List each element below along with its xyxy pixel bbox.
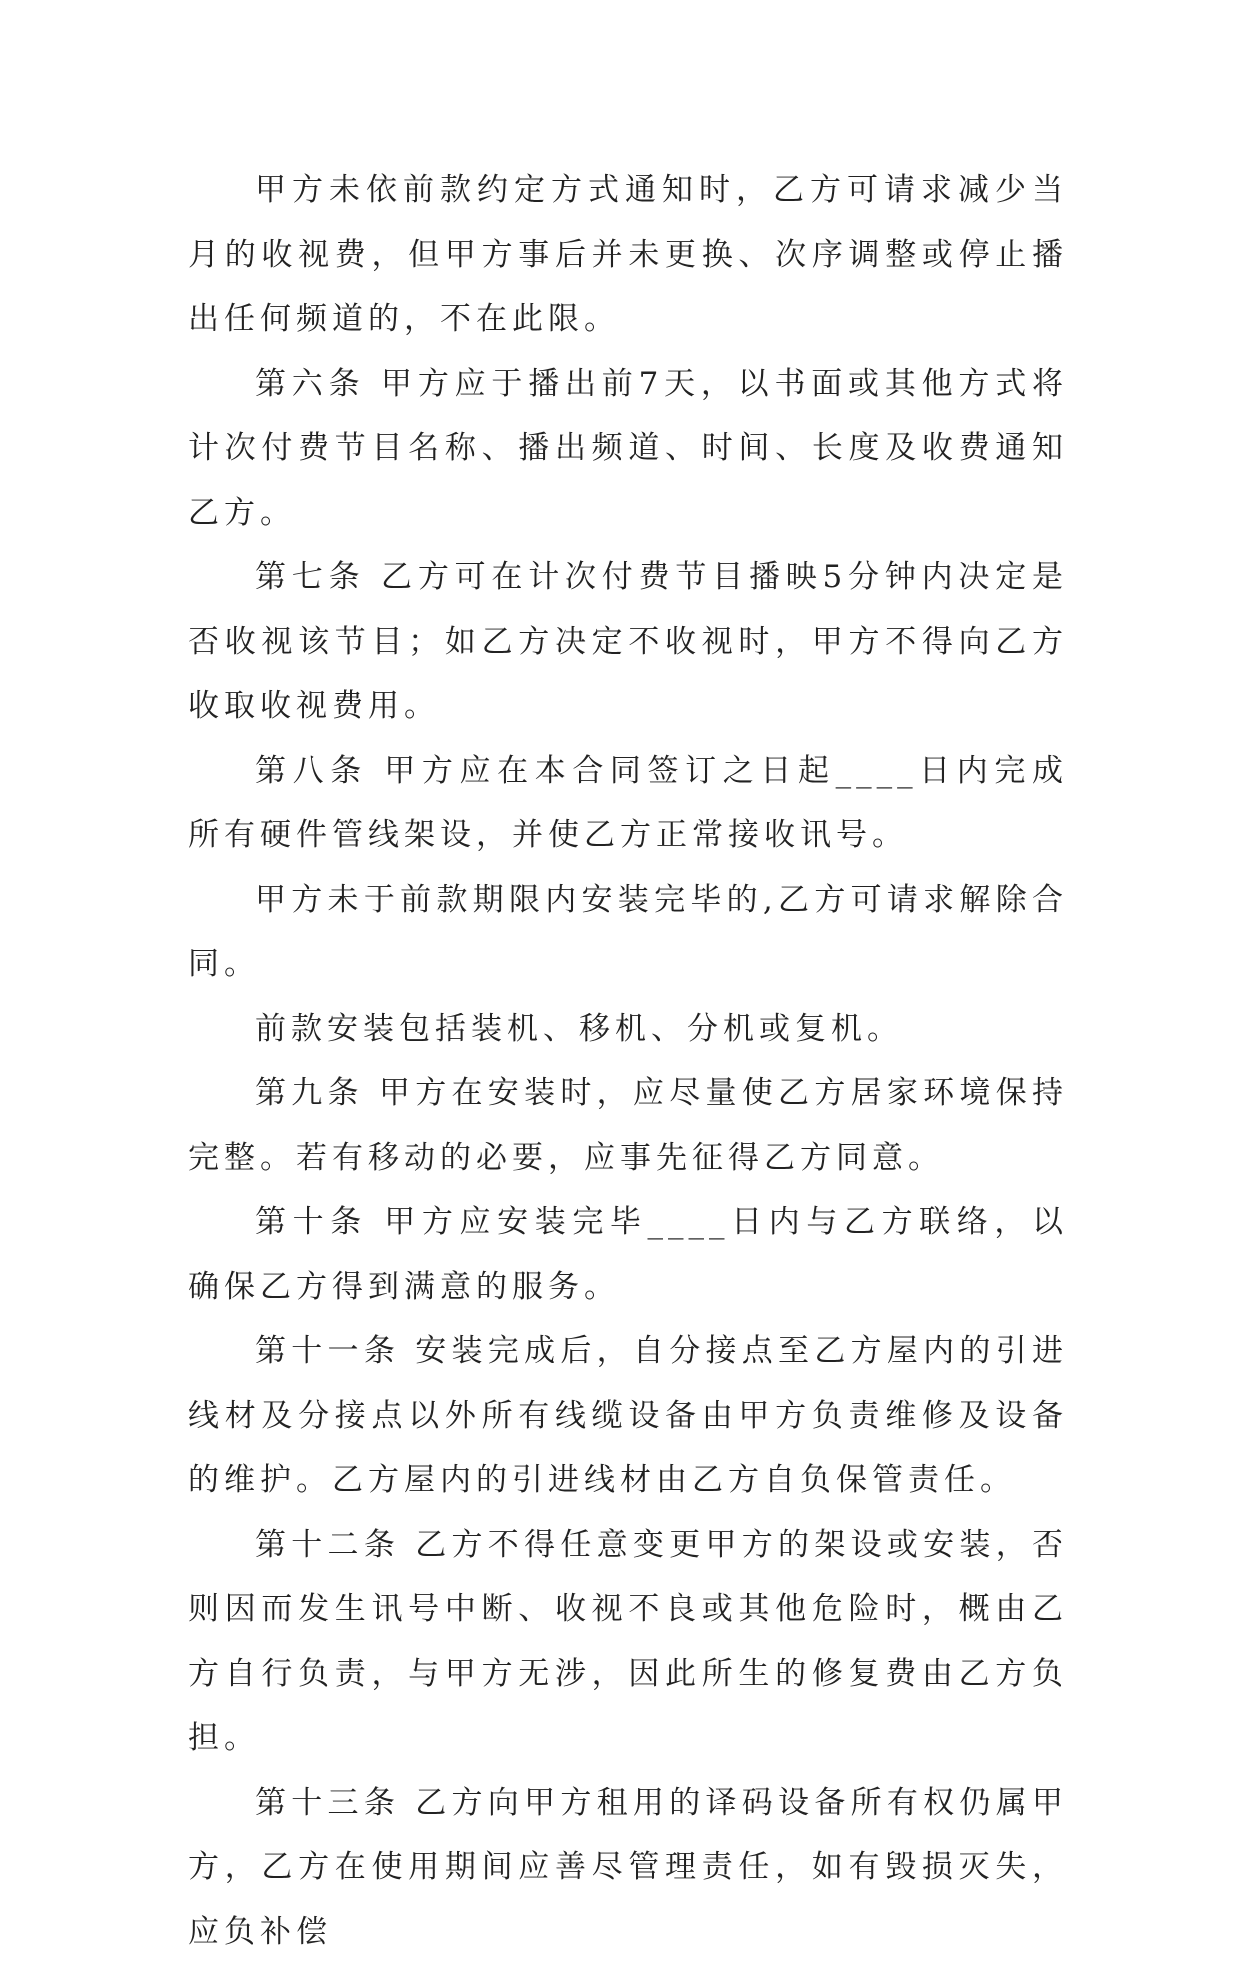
paragraph-article-12: 第十二条 乙方不得任意变更甲方的架设或安装，否则因而发生讯号中断、收视不良或其他危险时，概由乙方自行负责，与甲方无涉，因此所生的修复费由乙方负担。 [188, 1513, 1068, 1771]
paragraph-article-10: 第十条 甲方应安装完毕____日内与乙方联络，以确保乙方得到满意的服务。 [188, 1190, 1068, 1319]
paragraph-article-7: 第七条 乙方可在计次付费节目播映5分钟内决定是否收视该节目；如乙方决定不收视时，甲方不得向乙方收取收视费用。 [188, 545, 1068, 739]
document-body [188, 158, 1068, 1964]
paragraph-1: 甲方未依前款约定方式通知时，乙方可请求减少当月的收视费，但甲方事后并未更换、次序调整或停止播出任何频道的，不在此限。 [188, 158, 1068, 352]
paragraph-article-11: 第十一条 安装完成后，自分接点至乙方屋内的引进线材及分接点以外所有线缆设备由甲方负责维修及设备的维护。乙方屋内的引进线材由乙方自负保管责任。 [188, 1319, 1068, 1513]
paragraph-article-8: 第八条 甲方应在本合同签订之日起____日内完成所有硬件管线架设，并使乙方正常接收讯号。 [188, 739, 1068, 868]
paragraph-article-9: 第九条 甲方在安装时，应尽量使乙方居家环境保持完整。若有移动的必要，应事先征得乙方同意。 [188, 1061, 1068, 1190]
paragraph-article-13: 第十三条 乙方向甲方租用的译码设备所有权仍属甲方，乙方在使用期间应善尽管理责任，如有毁损灭失，应负补偿 [188, 1771, 1068, 1964]
paragraph-article-8-clause-2: 甲方未于前款期限内安装完毕的,乙方可请求解除合同。 [188, 868, 1068, 997]
paragraph-article-8-clause-3: 前款安装包括装机、移机、分机或复机。 [188, 997, 1068, 1062]
paragraph-article-6: 第六条 甲方应于播出前7天，以书面或其他方式将计次付费节目名称、播出频道、时间、长度及收费通知乙方。 [188, 352, 1068, 546]
